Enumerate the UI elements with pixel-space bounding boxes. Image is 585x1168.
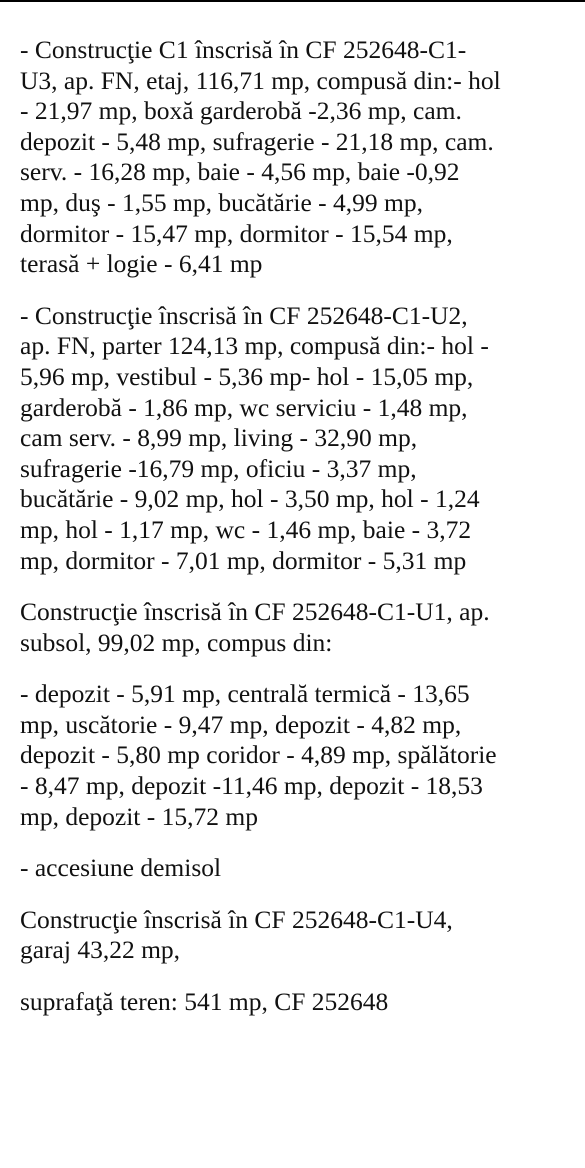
text-line: garaj 43,22 mp, bbox=[20, 935, 181, 965]
text-line: mp, depozit - 15,72 mp bbox=[20, 801, 258, 831]
text-line: depozit - 5,80 mp coridor - 4,89 mp, spălătorie bbox=[20, 740, 497, 770]
text-line: mp, dormitor - 7,01 mp, dormitor - 5,31 mp bbox=[20, 545, 467, 575]
paragraph-apartment-u2 bbox=[20, 301, 582, 576]
text-line: ap. FN, parter 124,13 mp, compusă din:- hol - bbox=[20, 331, 489, 361]
text-line: serv. - 16,28 mp, baie - 4,56 mp, baie -0,92 bbox=[20, 157, 460, 187]
text-line: Construcţie înscrisă în CF 252648-C1-U4, bbox=[20, 904, 453, 934]
text-line: 5,96 mp, vestibul - 5,36 mp- hol - 15,05 mp, bbox=[20, 361, 474, 391]
text-line: garderobă - 1,86 mp, wc serviciu - 1,48 mp, bbox=[20, 392, 468, 422]
top-divider bbox=[0, 0, 585, 2]
text-line: - accesiune demisol bbox=[20, 853, 222, 883]
text-line: dormitor - 15,47 mp, dormitor - 15,54 mp, bbox=[20, 218, 453, 248]
paragraph-apartment-u3 bbox=[20, 35, 582, 280]
text-line: subsol, 99,02 mp, compus din: bbox=[20, 627, 333, 657]
text-line: depozit - 5,48 mp, sufragerie - 21,18 mp, cam. bbox=[20, 126, 494, 156]
text-line: bucătărie - 9,02 mp, hol - 3,50 mp, hol - 1,24 bbox=[20, 484, 480, 514]
text-line: mp, uscătorie - 9,47 mp, depozit - 4,82 mp, bbox=[20, 709, 462, 739]
text-line: terasă + logie - 6,41 mp bbox=[20, 249, 263, 279]
paragraph-land-area bbox=[20, 987, 582, 1018]
text-line: mp, duş - 1,55 mp, bucătărie - 4,99 mp, bbox=[20, 187, 423, 217]
document-body bbox=[20, 35, 582, 1039]
paragraph-basement-rooms bbox=[20, 679, 582, 832]
text-line: mp, hol - 1,17 mp, wc - 1,46 mp, baie - 3,72 bbox=[20, 514, 472, 544]
text-line: cam serv. - 8,99 mp, living - 32,90 mp, bbox=[20, 423, 418, 453]
text-line: - depozit - 5,91 mp, centrală termică - 13,65 bbox=[20, 679, 470, 709]
paragraph-basement-u1 bbox=[20, 597, 582, 658]
paragraph-demisol bbox=[20, 853, 582, 884]
text-line: sufragerie -16,79 mp, oficiu - 3,37 mp, bbox=[20, 453, 417, 483]
text-line: - Construcţie C1 înscrisă în CF 252648-C1- bbox=[20, 35, 467, 64]
text-line: - Construcţie înscrisă în CF 252648-C1-U2, bbox=[20, 300, 468, 330]
text-line: suprafaţă teren: 541 mp, CF 252648 bbox=[20, 987, 389, 1017]
text-line: Construcţie înscrisă în CF 252648-C1-U1, ap. bbox=[20, 597, 490, 627]
text-line: - 8,47 mp, depozit -11,46 mp, depozit - 18,53 bbox=[20, 771, 483, 801]
text-line: - 21,97 mp, boxă garderobă -2,36 mp, cam. bbox=[20, 96, 462, 126]
text-line: U3, ap. FN, etaj, 116,71 mp, compusă din:- hol bbox=[20, 65, 501, 95]
paragraph-garage-u4 bbox=[20, 905, 582, 966]
